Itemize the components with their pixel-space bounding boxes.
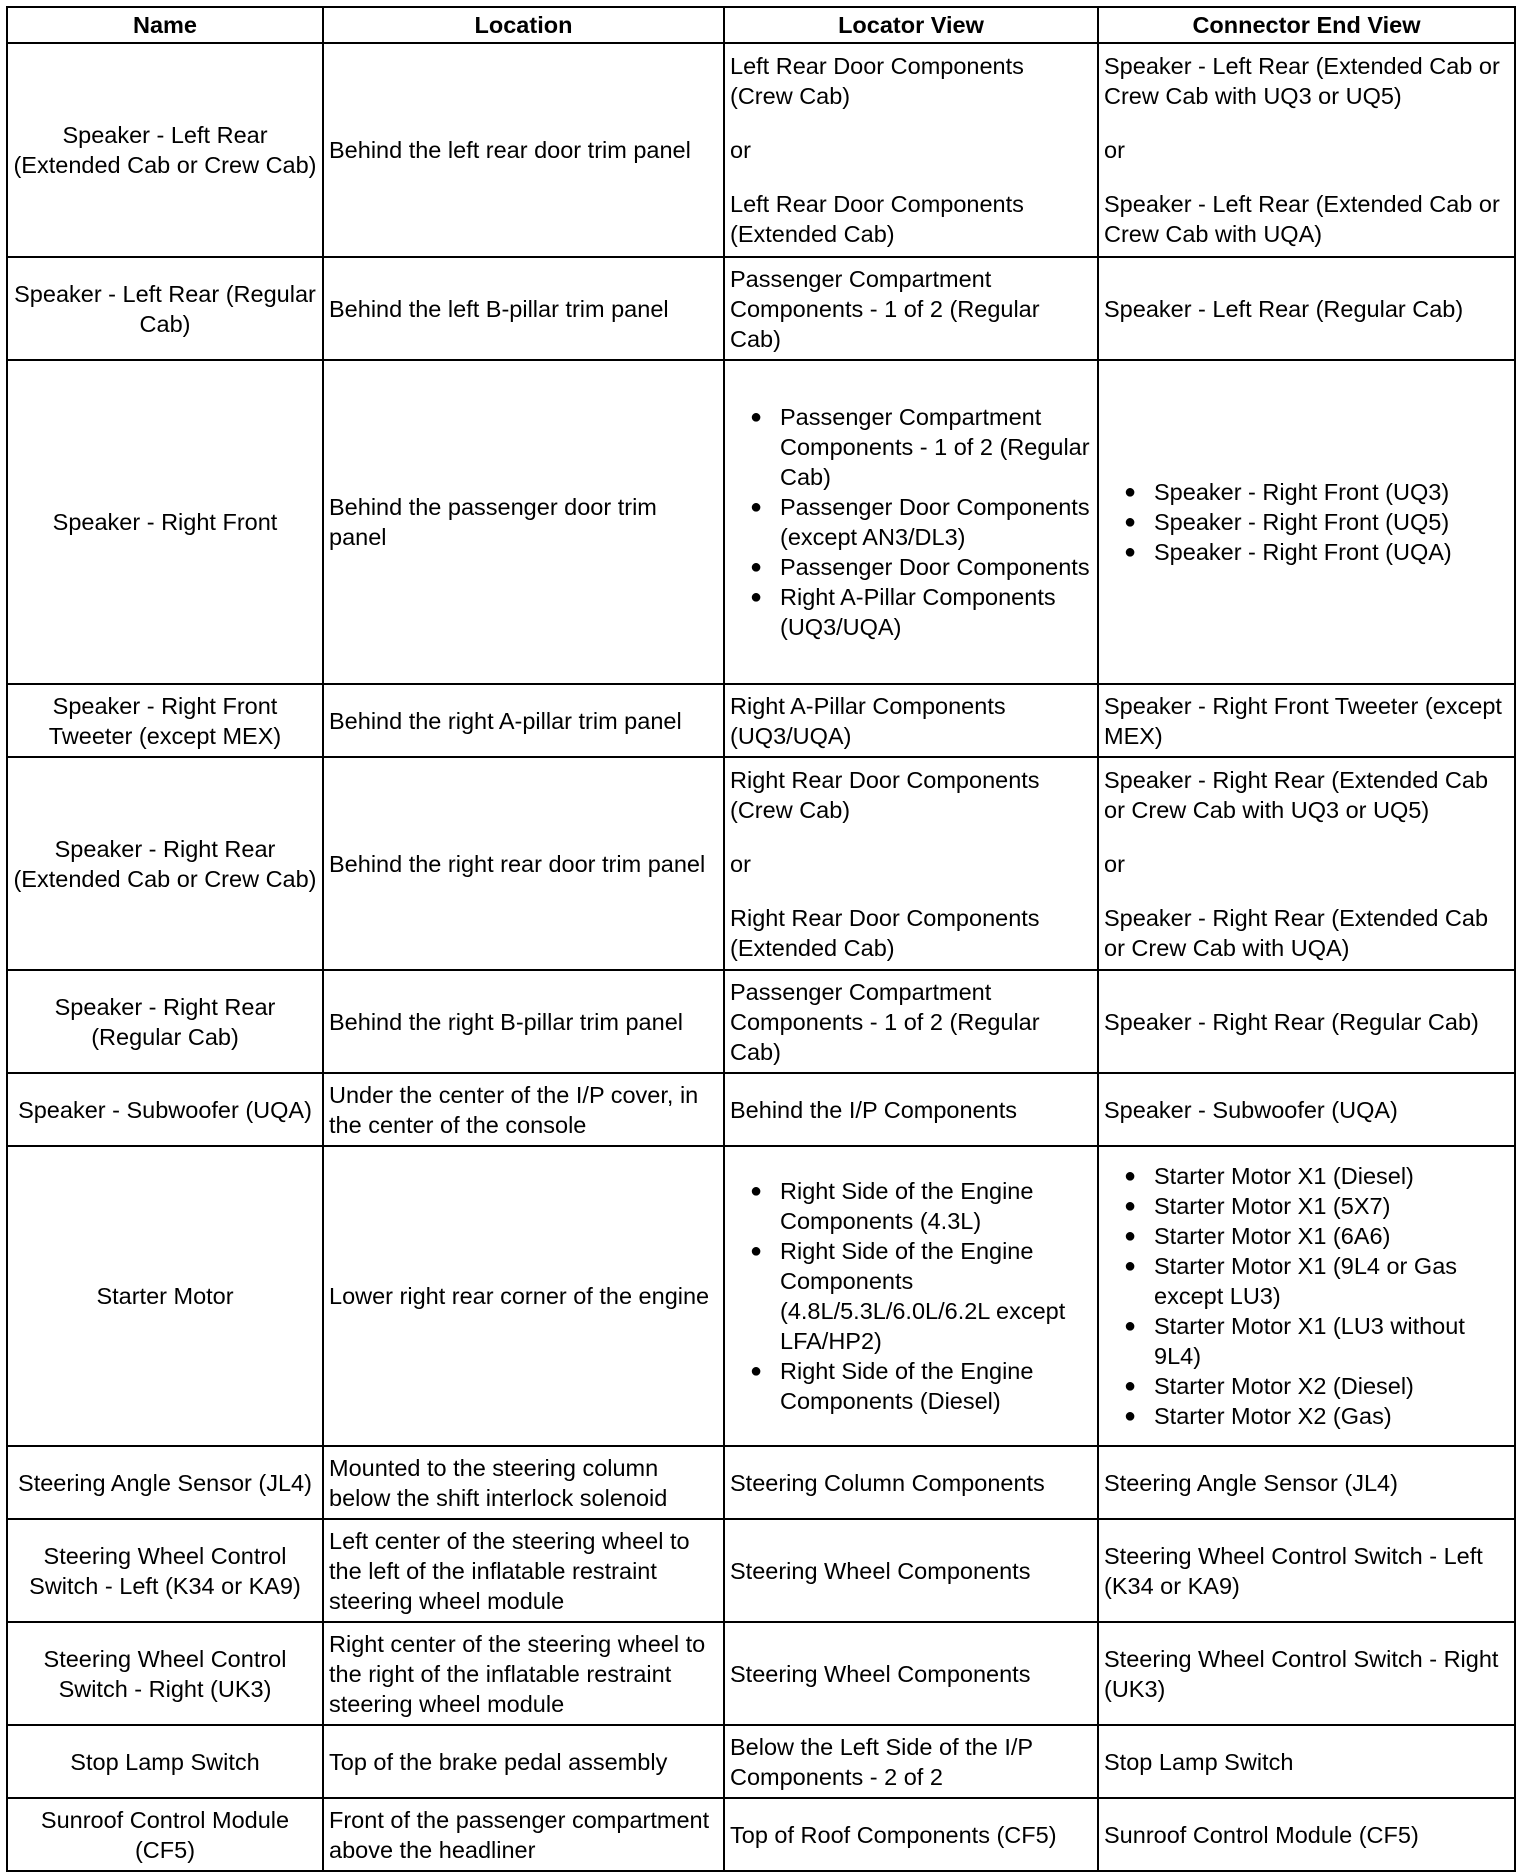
cell-location: Behind the right rear door trim panel (323, 757, 724, 970)
table-row (7, 1073, 1515, 1146)
list-item: ● Right Side of the Engine Components (4.8L/5.3L/6.0L/6.2L except LFA/HP2) (730, 1236, 1092, 1356)
list-item: ● Starter Motor X1 (9L4 or Gas except LU3) (1104, 1251, 1509, 1311)
table-row (7, 360, 1515, 684)
table-row (7, 1622, 1515, 1725)
connector-bullet-list (1104, 1161, 1509, 1431)
cell-name: Steering Angle Sensor (JL4) (7, 1446, 323, 1519)
cell-location: Mounted to the steering column below the shift interlock solenoid (323, 1446, 724, 1519)
locator-option: Right Rear Door Components (Crew Cab) (730, 766, 1040, 823)
list-item: ● Passenger Door Components (except AN3/DL3) (730, 492, 1092, 552)
cell-name: Stop Lamp Switch (7, 1725, 323, 1798)
locator-option: Right Rear Door Components (Extended Cab) (730, 904, 1040, 961)
cell-locator-view (724, 757, 1098, 970)
table-row (7, 1146, 1515, 1446)
cell-name: Steering Wheel Control Switch - Left (K34 or KA9) (7, 1519, 323, 1622)
or-text: or (1104, 850, 1125, 877)
connector-option: Speaker - Left Rear (Extended Cab or Crew Cab with UQ3 or UQ5) (1104, 53, 1500, 109)
cell-connector-end-view: Sunroof Control Module (CF5) (1098, 1798, 1515, 1871)
table-row (7, 43, 1515, 257)
cell-location: Right center of the steering wheel to the right of the inflatable restraint steering wheel module (323, 1622, 724, 1725)
list-item: ● Passenger Door Components (730, 552, 1092, 582)
locator-option: Left Rear Door Components (Extended Cab) (730, 191, 1024, 247)
or-text: or (730, 850, 751, 877)
list-item: ● Starter Motor X1 (5X7) (1104, 1191, 1509, 1221)
header-location: Location (323, 7, 724, 43)
cell-connector-end-view: Steering Angle Sensor (JL4) (1098, 1446, 1515, 1519)
cell-connector-end-view: Speaker - Right Front Tweeter (except MEX) (1098, 684, 1515, 757)
or-text: or (730, 137, 751, 163)
cell-locator-view: Top of Roof Components (CF5) (724, 1798, 1098, 1871)
table-row (7, 1519, 1515, 1622)
cell-locator-view: Steering Wheel Components (724, 1519, 1098, 1622)
cell-connector-end-view: Speaker - Left Rear (Regular Cab) (1098, 257, 1515, 360)
cell-name: Speaker - Subwoofer (UQA) (7, 1073, 323, 1146)
cell-name: Starter Motor (7, 1146, 323, 1446)
header-name: Name (7, 7, 323, 43)
list-item: ● Right Side of the Engine Components (Diesel) (730, 1356, 1092, 1416)
cell-location: Behind the left B-pillar trim panel (323, 257, 724, 360)
list-item: ● Starter Motor X1 (LU3 without 9L4) (1104, 1311, 1509, 1371)
table-row (7, 1446, 1515, 1519)
cell-location: Behind the left rear door trim panel (323, 43, 724, 257)
or-text: or (1104, 137, 1125, 163)
cell-locator-view: Steering Column Components (724, 1446, 1098, 1519)
table-row (7, 684, 1515, 757)
cell-name: Speaker - Right Rear (Regular Cab) (7, 970, 323, 1073)
cell-name: Sunroof Control Module (CF5) (7, 1798, 323, 1871)
cell-location: Under the center of the I/P cover, in the center of the console (323, 1073, 724, 1146)
cell-name: Speaker - Right Front (7, 360, 323, 684)
cell-location: Left center of the steering wheel to the left of the inflatable restraint steering wheel module (323, 1519, 724, 1622)
table-row (7, 970, 1515, 1073)
cell-connector-end-view: Stop Lamp Switch (1098, 1725, 1515, 1798)
cell-location: Behind the right A-pillar trim panel (323, 684, 724, 757)
list-item: ● Speaker - Right Front (UQA) (1104, 537, 1509, 567)
cell-locator-view (724, 43, 1098, 257)
list-item: ● Passenger Compartment Components - 1 of 2 (Regular Cab) (730, 402, 1092, 492)
cell-name: Speaker - Right Rear (Extended Cab or Crew Cab) (7, 757, 323, 970)
cell-connector-end-view: Speaker - Right Rear (Regular Cab) (1098, 970, 1515, 1073)
list-item: ● Starter Motor X2 (Diesel) (1104, 1371, 1509, 1401)
cell-locator-view: Passenger Compartment Components - 1 of 2 (Regular Cab) (724, 970, 1098, 1073)
cell-locator-view: Passenger Compartment Components - 1 of 2 (Regular Cab) (724, 257, 1098, 360)
cell-name: Steering Wheel Control Switch - Right (UK3) (7, 1622, 323, 1725)
header-locator-view: Locator View (724, 7, 1098, 43)
cell-location: Front of the passenger compartment above the headliner (323, 1798, 724, 1871)
table-row (7, 257, 1515, 360)
table-header-row (7, 7, 1515, 43)
cell-locator-view (724, 1146, 1098, 1446)
cell-connector-end-view (1098, 757, 1515, 970)
connector-bullet-list (1104, 477, 1509, 567)
list-item: ● Starter Motor X1 (6A6) (1104, 1221, 1509, 1251)
table-row (7, 1725, 1515, 1798)
cell-connector-end-view: Steering Wheel Control Switch - Right (UK3) (1098, 1622, 1515, 1725)
locator-option: Left Rear Door Components (Crew Cab) (730, 53, 1024, 109)
locator-bullet-list (730, 1176, 1092, 1416)
cell-connector-end-view: Speaker - Subwoofer (UQA) (1098, 1073, 1515, 1146)
cell-name: Speaker - Right Front Tweeter (except MEX) (7, 684, 323, 757)
cell-connector-end-view (1098, 43, 1515, 257)
component-locator-table (6, 6, 1516, 1872)
cell-name: Speaker - Left Rear (Regular Cab) (7, 257, 323, 360)
connector-option: Speaker - Right Rear (Extended Cab or Crew Cab with UQA) (1104, 904, 1489, 961)
cell-name: Speaker - Left Rear (Extended Cab or Crew Cab) (7, 43, 323, 257)
list-item: ● Starter Motor X2 (Gas) (1104, 1401, 1509, 1431)
cell-location: Lower right rear corner of the engine (323, 1146, 724, 1446)
cell-location: Behind the right B-pillar trim panel (323, 970, 724, 1073)
cell-locator-view: Behind the I/P Components (724, 1073, 1098, 1146)
cell-location: Behind the passenger door trim panel (323, 360, 724, 684)
table-row (7, 757, 1515, 970)
cell-connector-end-view (1098, 360, 1515, 684)
list-item: ● Speaker - Right Front (UQ5) (1104, 507, 1509, 537)
cell-locator-view: Right A-Pillar Components (UQ3/UQA) (724, 684, 1098, 757)
header-connector-end-view: Connector End View (1098, 7, 1515, 43)
cell-connector-end-view (1098, 1146, 1515, 1446)
list-item: ● Right Side of the Engine Components (4.3L) (730, 1176, 1092, 1236)
cell-locator-view: Steering Wheel Components (724, 1622, 1098, 1725)
cell-connector-end-view: Steering Wheel Control Switch - Left (K34 or KA9) (1098, 1519, 1515, 1622)
table-row (7, 1798, 1515, 1871)
list-item: ● Starter Motor X1 (Diesel) (1104, 1161, 1509, 1191)
connector-option: Speaker - Right Rear (Extended Cab or Crew Cab with UQ3 or UQ5) (1104, 766, 1489, 823)
list-item: ● Right A-Pillar Components (UQ3/UQA) (730, 582, 1092, 642)
cell-locator-view (724, 360, 1098, 684)
connector-option: Speaker - Left Rear (Extended Cab or Crew Cab with UQA) (1104, 191, 1500, 247)
locator-bullet-list (730, 402, 1092, 642)
list-item: ● Speaker - Right Front (UQ3) (1104, 477, 1509, 507)
cell-locator-view: Below the Left Side of the I/P Components - 2 of 2 (724, 1725, 1098, 1798)
cell-location: Top of the brake pedal assembly (323, 1725, 724, 1798)
